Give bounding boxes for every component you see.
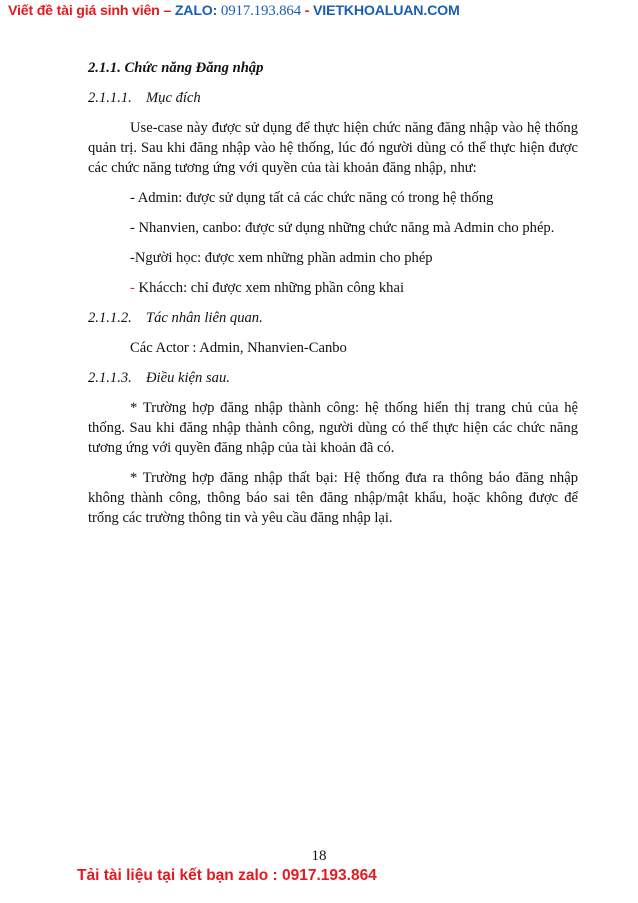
document-body bbox=[88, 58, 578, 538]
bullet-admin: - Admin: được sử dụng tất cả các chức năng có trong hệ thống bbox=[130, 190, 494, 206]
section-heading: 2.1.1. Chức năng Đăng nhập bbox=[88, 60, 264, 76]
subsection-number: 2.1.1.1. bbox=[88, 90, 132, 106]
page-number: 18 bbox=[311, 848, 327, 864]
subsection-heading-purpose bbox=[88, 88, 578, 108]
header-zalo-label: ZALO: bbox=[174, 3, 221, 19]
bullet-staff: - Nhanvien, canbo: được sử dụng những chức năng mà Admin cho phép. bbox=[130, 220, 555, 236]
purpose-paragraph: Use-case này được sử dụng để thực hiện chức năng đăng nhập vào hệ thống quản trị. Sau khi đăng nhập vào hệ thống, lúc đó người dùng có thể thực hiện được các chức năng tương ứng với quyền của tài khoản đăng nhập, như: bbox=[88, 120, 578, 176]
actors-paragraph: Các Actor : Admin, Nhanvien-Canbo bbox=[130, 340, 347, 356]
bullet-guest-text: Khácch: chỉ được xem những phần công khai bbox=[134, 280, 404, 296]
subsection-number: 2.1.1.3. bbox=[88, 370, 132, 386]
header-site-link[interactable]: VIETKHOALUAN.COM bbox=[313, 3, 460, 19]
subsection-number: 2.1.1.2. bbox=[88, 310, 132, 326]
success-paragraph: * Trường hợp đăng nhập thành công: hệ thống hiển thị trang chủ của hệ thống. Sau khi đăng nhập thành công, người dùng có thể thực hiện các chức năng tương ứng với quyền đăng nhập của tài khoản đã có. bbox=[88, 400, 578, 456]
failure-paragraph: * Trường hợp đăng nhập thất bại: Hệ thống đưa ra thông báo đăng nhập không thành công, thông báo sai tên đăng nhập/mật khẩu, hoặc không được để trống các trường thông tin và yêu cầu đăng nhập lại. bbox=[88, 470, 578, 526]
subsection-title: Mục đích bbox=[146, 90, 201, 106]
subsection-title: Điều kiện sau. bbox=[146, 370, 230, 386]
subsection-heading-postconditions bbox=[88, 368, 578, 388]
header-text: Viết đề tài giá sinh viên bbox=[8, 3, 160, 19]
bullet-dash: - bbox=[130, 280, 135, 296]
promo-header bbox=[8, 3, 460, 20]
header-separator: – bbox=[159, 3, 175, 19]
subsection-title: Tác nhân liên quan. bbox=[146, 310, 263, 326]
promo-footer: Tải tài liệu tại kết bạn zalo : 0917.193.864 bbox=[77, 867, 377, 884]
header-zalo-number: 0917.193.864 bbox=[220, 3, 302, 19]
subsection-heading-actors bbox=[88, 308, 578, 328]
bullet-guest bbox=[88, 278, 578, 298]
bullet-learner: -Người học: được xem những phần admin cho phép bbox=[130, 250, 433, 266]
header-separator-2: - bbox=[301, 3, 314, 19]
